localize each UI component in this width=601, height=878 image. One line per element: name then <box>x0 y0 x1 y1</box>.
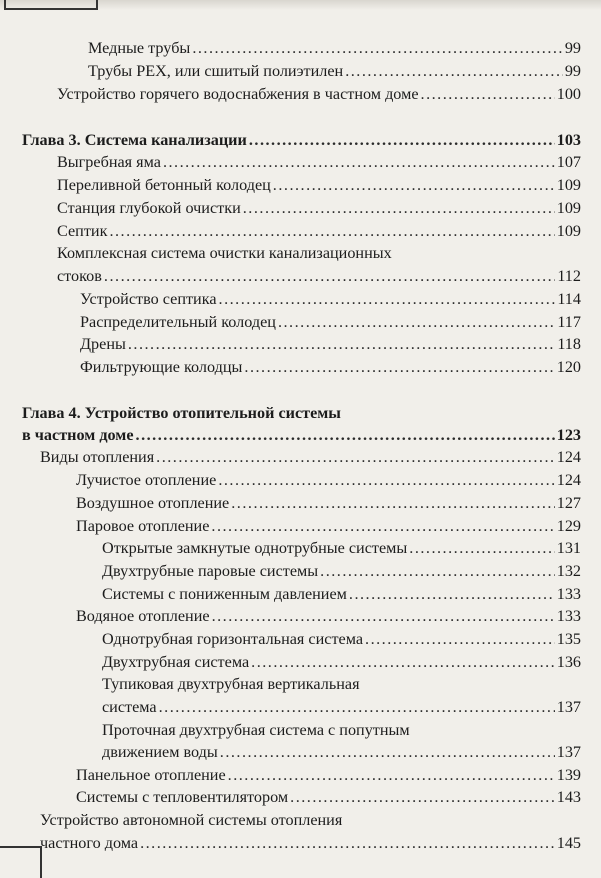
leader-dots <box>421 84 555 104</box>
toc-page: 145 <box>556 834 581 852</box>
toc-entry-autonomous <box>40 833 581 853</box>
toc-title: Трубы PEX, или сшитый полиэтилен <box>88 62 344 80</box>
toc-entry-pex-pipes <box>88 61 581 81</box>
toc-title: Однотрубная горизонтальная система <box>102 630 364 648</box>
toc-page: 103 <box>556 131 581 149</box>
toc-page: 132 <box>556 562 581 580</box>
toc-entry-open-closed <box>102 538 581 558</box>
toc-title: Двухтрубная система <box>102 653 250 671</box>
footer-corner-mark <box>0 846 42 878</box>
toc-entry-air <box>76 493 581 513</box>
toc-entry-copper-pipes <box>88 38 581 58</box>
leader-dots <box>365 629 555 649</box>
toc-title: Станция глубокой очистки <box>57 199 241 217</box>
leader-dots <box>156 447 555 467</box>
leader-dots <box>109 221 554 241</box>
toc-page: 112 <box>557 267 581 285</box>
toc-title: Распределительный колодец <box>80 313 276 331</box>
toc-title: Системы с тепловентилятором <box>76 788 289 806</box>
leader-dots <box>220 742 555 762</box>
leader-dots <box>320 561 555 581</box>
toc-chapter-3 <box>22 130 581 150</box>
toc-entry-fan-heater <box>76 787 581 807</box>
leader-dots <box>290 787 555 807</box>
toc-title: Открытые замкнутые однотрубные системы <box>102 539 408 557</box>
leader-dots <box>140 833 555 853</box>
toc-title: Устройство горячего водоснабжения в частном доме <box>57 85 419 103</box>
leader-dots <box>219 289 556 309</box>
toc-title: Выгребная яма <box>57 153 161 171</box>
toc-title: Устройство септика <box>80 290 217 308</box>
toc-page: 137 <box>556 698 581 716</box>
chapter-title: Глава 3. Система канализации <box>22 131 247 149</box>
toc-title: Двухтрубные паровые системы <box>102 562 319 580</box>
toc-entry-dead-end <box>102 697 581 717</box>
leader-dots <box>136 425 555 445</box>
toc-title: стоков <box>57 267 102 285</box>
toc-page: 133 <box>556 607 581 625</box>
toc-title: Системы с пониженным давлением <box>102 585 347 603</box>
leader-dots <box>218 470 554 490</box>
toc-page: 129 <box>556 517 581 535</box>
toc-title: Переливной бетонный колодец <box>57 176 271 194</box>
toc-entry-distribution-well <box>80 312 581 332</box>
toc-entry-low-pressure <box>102 584 581 604</box>
toc-entry-two-pipe <box>102 652 581 672</box>
toc-page: 124 <box>556 471 581 489</box>
toc-title: Медные трубы <box>88 39 191 57</box>
toc-title: система <box>102 698 157 716</box>
leader-dots <box>192 38 563 58</box>
toc-page: 135 <box>556 630 581 648</box>
toc-entry-septic <box>57 221 581 241</box>
toc-page: 143 <box>556 788 581 806</box>
toc-title: Дрены <box>80 335 126 353</box>
toc-entry-heating-types <box>40 447 581 467</box>
leader-dots <box>409 538 554 558</box>
toc-page: 114 <box>557 290 581 308</box>
toc-page: 120 <box>556 358 581 376</box>
toc-entry-complex-system <box>57 266 581 286</box>
toc-page: 117 <box>557 313 581 331</box>
toc-entry-single-horizontal <box>102 629 581 649</box>
leader-dots <box>228 765 555 785</box>
toc-chapter-4 <box>22 425 581 445</box>
toc-entry-steam <box>76 516 581 536</box>
toc-page: 99 <box>564 39 581 57</box>
toc-entry-drains <box>80 334 581 354</box>
leader-dots <box>211 516 554 536</box>
toc-page: 109 <box>556 176 581 194</box>
toc-page: 99 <box>564 62 581 80</box>
toc-entry-flow-through <box>102 742 581 762</box>
leader-dots <box>159 697 555 717</box>
leader-dots <box>244 357 554 377</box>
toc-title: частного дома <box>40 834 139 852</box>
leader-dots <box>231 493 554 513</box>
toc-entry-flow-through-line1: Проточная двухтрубная система с попутным <box>102 721 410 739</box>
toc-entry-deep-cleaning <box>57 198 581 218</box>
toc-title: Фильтрующие колодцы <box>80 358 243 376</box>
toc-title: Водяное отопление <box>76 607 210 625</box>
toc-entry-septic-device <box>80 289 581 309</box>
toc-title: Панельное отопление <box>76 766 226 784</box>
leader-dots <box>104 266 555 286</box>
toc-entry-autonomous-line1: Устройство автономной системы отопления <box>40 811 343 829</box>
toc-entry-hot-water <box>57 84 581 104</box>
toc-page: 136 <box>556 653 581 671</box>
toc-title: Септик <box>57 222 108 240</box>
leader-dots <box>278 312 555 332</box>
toc-title: Виды отопления <box>40 448 155 466</box>
toc-entry-filter-wells <box>80 357 581 377</box>
toc-entry-complex-line1: Комплексная система очистки канализационных <box>57 244 392 262</box>
toc-page: 139 <box>556 766 581 784</box>
toc-page: 109 <box>556 222 581 240</box>
toc-entry-two-pipe-steam <box>102 561 581 581</box>
toc-page: 127 <box>556 494 581 512</box>
toc-page: 131 <box>556 539 581 557</box>
toc-title: Лучистое отопление <box>76 471 217 489</box>
toc-chapter-4-line1: Глава 4. Устройство отопительной системы <box>22 404 341 422</box>
leader-dots <box>243 198 555 218</box>
toc-entry-cesspit <box>57 152 581 172</box>
toc-page: 118 <box>557 335 581 353</box>
toc-page: 109 <box>556 199 581 217</box>
leader-dots <box>345 61 563 81</box>
leader-dots <box>128 334 555 354</box>
toc-page: 100 <box>556 85 581 103</box>
toc-entry-radiant <box>76 470 581 490</box>
leader-dots <box>349 584 555 604</box>
toc-title: Воздушное отопление <box>76 494 230 512</box>
leader-dots <box>163 152 555 172</box>
leader-dots <box>249 130 555 150</box>
toc-page: 133 <box>556 585 581 603</box>
toc-page: 124 <box>556 448 581 466</box>
toc-entry-water <box>76 606 581 626</box>
toc-page: 107 <box>556 153 581 171</box>
toc-entry-overflow-well <box>57 175 581 195</box>
toc-entry-dead-end-line1: Тупиковая двухтрубная вертикальная <box>102 675 360 693</box>
leader-dots <box>251 652 555 672</box>
chapter-title: в частном доме <box>22 426 134 444</box>
toc-page: 137 <box>556 743 581 761</box>
leader-dots <box>273 175 555 195</box>
toc-page: 123 <box>556 426 581 444</box>
leader-dots <box>212 606 555 626</box>
header-corner-mark <box>4 0 98 10</box>
toc-entry-panel <box>76 765 581 785</box>
toc-title: Паровое отопление <box>76 517 210 535</box>
toc-title: движением воды <box>102 743 218 761</box>
